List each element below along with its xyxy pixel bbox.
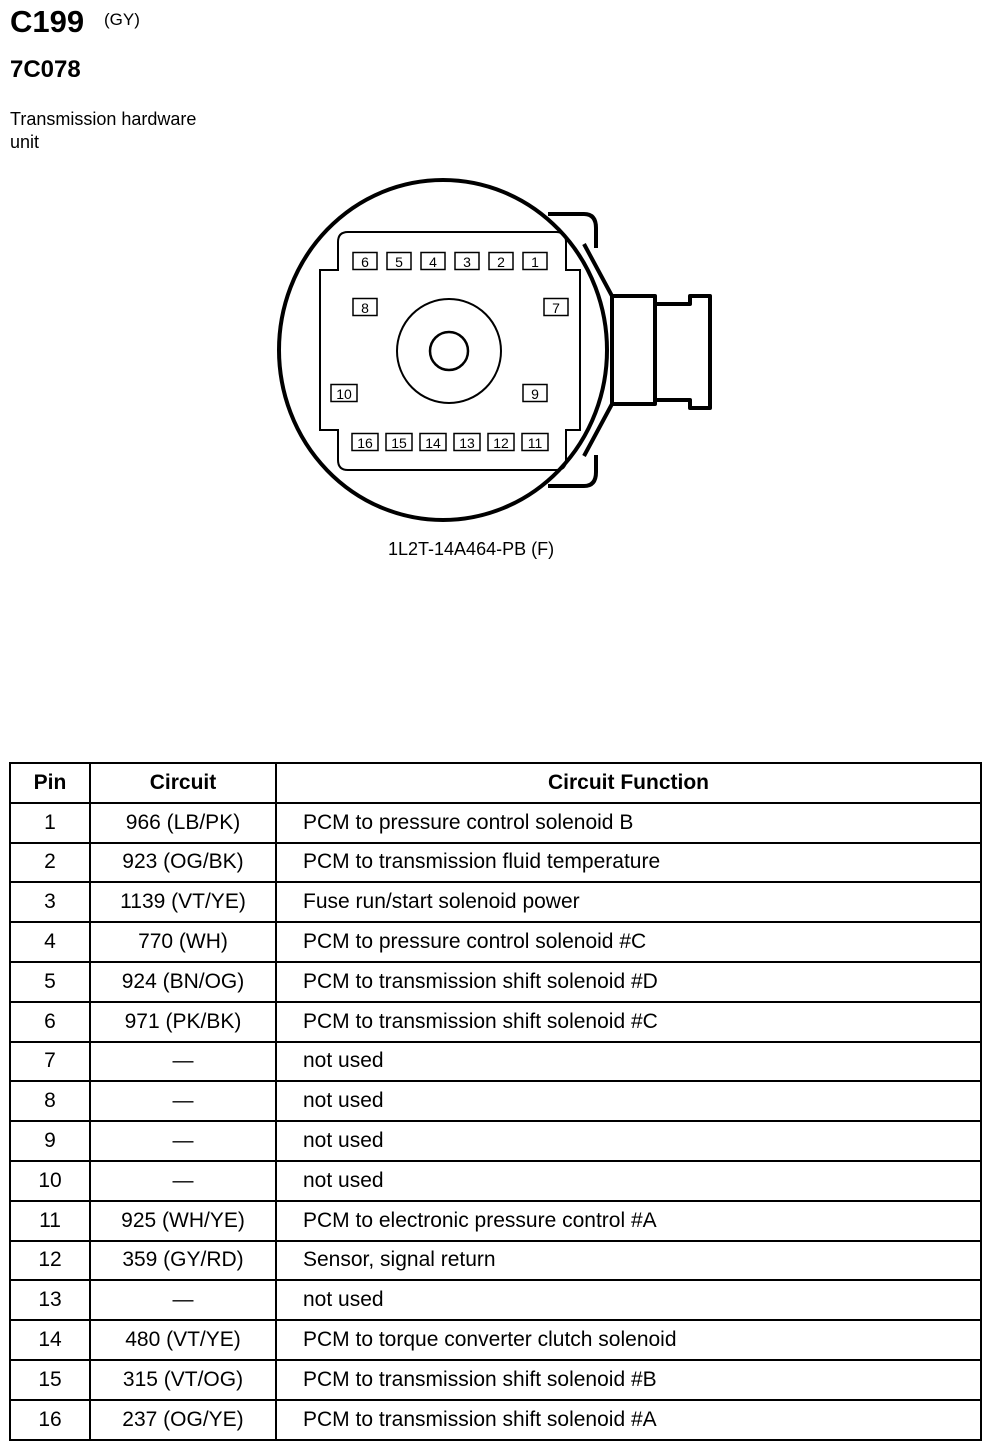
function-cell: PCM to torque converter clutch solenoid: [276, 1320, 981, 1360]
pin-cell: 11: [10, 1201, 90, 1241]
pin-label-10: 10: [336, 386, 352, 402]
pin-label-6: 6: [361, 254, 369, 270]
pin-cell: 16: [10, 1400, 90, 1440]
header-circuit: Circuit: [90, 763, 276, 803]
table-row: [10, 1241, 981, 1281]
table-row: [10, 1081, 981, 1121]
circuit-cell: 966 (LB/PK): [90, 803, 276, 843]
function-cell: not used: [276, 1121, 981, 1161]
circuit-cell: 237 (OG/YE): [90, 1400, 276, 1440]
circuit-cell: —: [90, 1042, 276, 1082]
pin-cell: 4: [10, 922, 90, 962]
pin-label-3: 3: [463, 254, 471, 270]
pin-label-15: 15: [391, 435, 407, 451]
circuit-cell: 924 (BN/OG): [90, 962, 276, 1002]
table-row: [10, 1042, 981, 1082]
circuit-cell: —: [90, 1081, 276, 1121]
circuit-cell: 971 (PK/BK): [90, 1002, 276, 1042]
component-number: 7C078: [10, 56, 81, 83]
pin-label-2: 2: [497, 254, 505, 270]
function-cell: PCM to pressure control solenoid #C: [276, 922, 981, 962]
pin-cell: 13: [10, 1280, 90, 1320]
pin-cell: 14: [10, 1320, 90, 1360]
center-boss: [397, 299, 501, 403]
circuit-cell: 315 (VT/OG): [90, 1360, 276, 1400]
pin-cell: 15: [10, 1360, 90, 1400]
pin-cell: 2: [10, 843, 90, 883]
pin-label-14: 14: [425, 435, 441, 451]
circuit-cell: —: [90, 1161, 276, 1201]
connector-face-diagram: [0, 0, 989, 600]
table-row: [10, 922, 981, 962]
pin-label-8: 8: [361, 300, 369, 316]
table-row: [10, 882, 981, 922]
pin-cell: 8: [10, 1081, 90, 1121]
function-cell: not used: [276, 1081, 981, 1121]
circuit-cell: 359 (GY/RD): [90, 1241, 276, 1281]
function-cell: PCM to electronic pressure control #A: [276, 1201, 981, 1241]
pin-cell: 7: [10, 1042, 90, 1082]
pin-label-13: 13: [459, 435, 475, 451]
pin-label-12: 12: [493, 435, 509, 451]
function-cell: PCM to pressure control solenoid B: [276, 803, 981, 843]
pin-cell: 1: [10, 803, 90, 843]
function-cell: PCM to transmission shift solenoid #C: [276, 1002, 981, 1042]
table-header-row: [10, 763, 981, 803]
table-row: [10, 1280, 981, 1320]
connector-id: C199: [10, 4, 85, 39]
function-cell: Fuse run/start solenoid power: [276, 882, 981, 922]
pin-cell: 12: [10, 1241, 90, 1281]
table-row: [10, 1201, 981, 1241]
pinout-table: [9, 762, 982, 1441]
table-row: [10, 1320, 981, 1360]
pin-cell: 5: [10, 962, 90, 1002]
table-row: [10, 1161, 981, 1201]
latch-body: [584, 244, 710, 456]
component-name: Transmission hardware unit: [10, 109, 197, 152]
circuit-cell: 770 (WH): [90, 922, 276, 962]
function-cell: PCM to transmission fluid temperature: [276, 843, 981, 883]
pin-label-1: 1: [531, 254, 539, 270]
function-cell: not used: [276, 1042, 981, 1082]
pin-label-16: 16: [357, 435, 373, 451]
table-row: [10, 962, 981, 1002]
function-cell: not used: [276, 1161, 981, 1201]
function-cell: PCM to transmission shift solenoid #B: [276, 1360, 981, 1400]
circuit-cell: 923 (OG/BK): [90, 843, 276, 883]
function-cell: Sensor, signal return: [276, 1241, 981, 1281]
function-cell: PCM to transmission shift solenoid #A: [276, 1400, 981, 1440]
circuit-cell: 480 (VT/YE): [90, 1320, 276, 1360]
table-row: [10, 1121, 981, 1161]
header-pin: Pin: [10, 763, 90, 803]
center-hole: [430, 332, 468, 370]
connector-part-number: 1L2T-14A464-PB (F): [388, 539, 555, 559]
circuit-cell: —: [90, 1121, 276, 1161]
pin-cell: 10: [10, 1161, 90, 1201]
function-cell: PCM to transmission shift solenoid #D: [276, 962, 981, 1002]
table-row: [10, 843, 981, 883]
header-circuit-function: Circuit Function: [276, 763, 981, 803]
table-row: [10, 803, 981, 843]
pin-cell: 9: [10, 1121, 90, 1161]
pin-label-4: 4: [429, 254, 437, 270]
pin-label-5: 5: [395, 254, 403, 270]
circuit-cell: —: [90, 1280, 276, 1320]
pin-label-9: 9: [531, 386, 539, 402]
function-cell: not used: [276, 1280, 981, 1320]
pin-label-7: 7: [552, 300, 560, 316]
pin-cell: 6: [10, 1002, 90, 1042]
pin-label-11: 11: [527, 435, 543, 451]
connector-color: (GY): [104, 10, 140, 29]
table-row: [10, 1400, 981, 1440]
table-row: [10, 1002, 981, 1042]
circuit-cell: 1139 (VT/YE): [90, 882, 276, 922]
table-row: [10, 1360, 981, 1400]
pin-cell: 3: [10, 882, 90, 922]
circuit-cell: 925 (WH/YE): [90, 1201, 276, 1241]
